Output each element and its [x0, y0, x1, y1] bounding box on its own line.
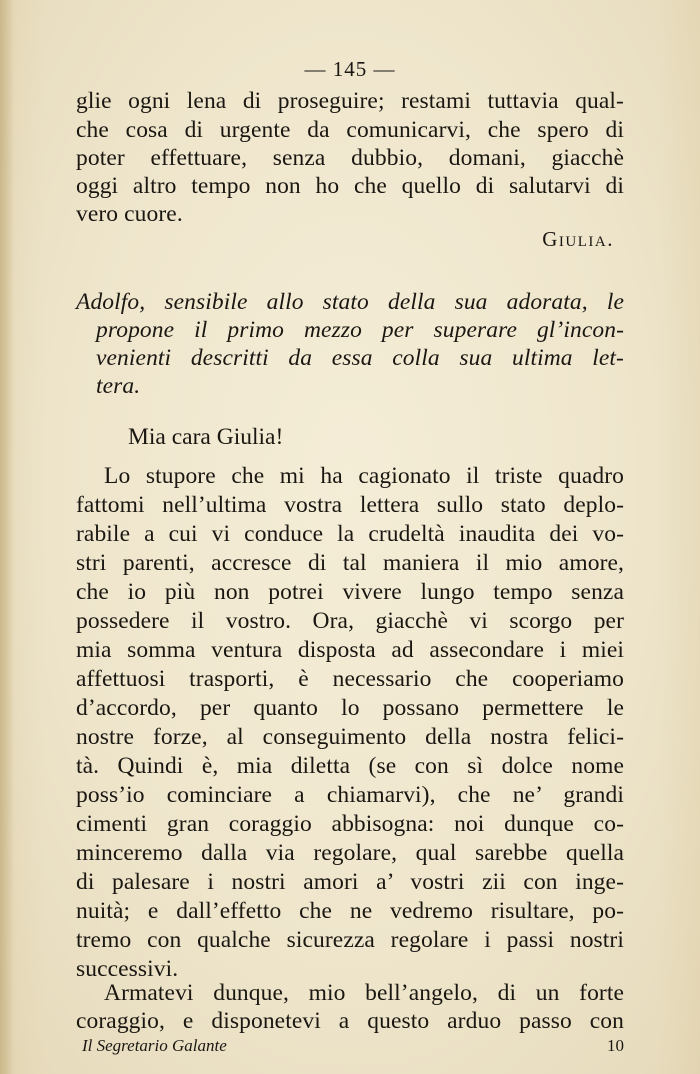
book-title-footer: Il Segretario Galante [82, 1036, 227, 1055]
text-line: d’accordo, per quanto lo possano permettere le [76, 695, 624, 721]
text-line: oggi altro tempo non ho che quello di salutarvi di [76, 173, 624, 199]
text-line: glie ogni lena di proseguire; restami tuttavia qual- [76, 88, 624, 114]
signature-mark: 10 [607, 1036, 624, 1055]
text-line: che cosa di urgente da comunicarvi, che spero di [76, 117, 624, 143]
text-line: rabile a cui vi conduce la crudeltà inaudita dei vo- [76, 521, 624, 547]
caption-line: propone il primo mezzo per superare gl’incon- [96, 317, 624, 343]
text-line: di palesare i nostri amori a’ vostri zii con inge- [76, 869, 624, 895]
letter-2-salutation: Mia cara Giulia! [128, 424, 284, 450]
text-line: poter effettuare, senza dubbio, domani, giacchè [76, 145, 624, 171]
text-line: possedere il vostro. Ora, giacchè vi scorgo per [76, 608, 624, 634]
text-line: fattomi nell’ultima vostra lettera sullo stato deplo- [76, 492, 624, 518]
caption-line: Adolfo, sensibile allo stato della sua adorata, le [76, 289, 624, 315]
text-line: nuità; e dall’effetto che ne vedremo risultare, po- [76, 898, 624, 924]
text-line: mia somma ventura disposta ad assecondare i miei [76, 637, 624, 663]
text-line: cimenti gran coraggio abbisogna: noi dunque co- [76, 811, 624, 837]
text-line: vero cuore. [76, 201, 183, 227]
page-gutter-shadow [0, 0, 14, 1074]
text-line: che io più non potrei vivere lungo tempo senza [76, 579, 624, 605]
caption-line: tera. [96, 373, 141, 399]
text-line: Lo stupore che mi ha cagionato il triste quadro [104, 463, 624, 489]
text-line: coraggio, e disponetevi a questo arduo passo con [76, 1008, 624, 1034]
text-line: nostre forze, al conseguimento della nostra felici- [76, 724, 624, 750]
letter-1-signature: Giulia. [542, 227, 614, 251]
caption-line: venienti descritti da essa colla sua ultima let- [96, 345, 624, 371]
text-line: tremo con qualche sicurezza regolare i passi nostri [76, 927, 624, 953]
text-line: successivi. [76, 956, 179, 982]
text-line: stri parenti, accresce di tal maniera il mio amore, [76, 550, 624, 576]
text-line: minceremo dalla via regolare, qual sarebbe quella [76, 840, 624, 866]
text-line: poss’io cominciare a chiamarvi), che ne’ grandi [76, 782, 624, 808]
text-line: Armatevi dunque, mio bell’angelo, di un forte [104, 980, 624, 1006]
page-number: — 145 — [304, 57, 396, 81]
text-line: tà. Quindi è, mia diletta (se con sì dolce nome [76, 753, 624, 779]
text-line: affettuosi trasporti, è necessario che cooperiamo [76, 666, 624, 692]
